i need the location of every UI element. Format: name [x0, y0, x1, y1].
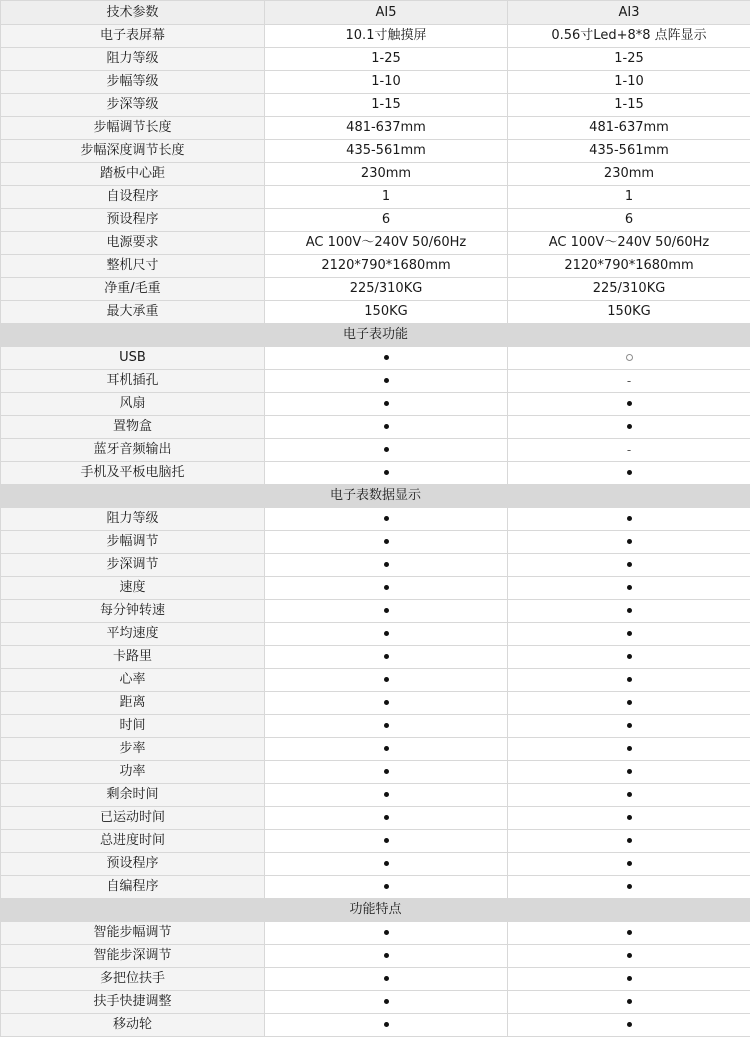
cell-ai5: [265, 393, 508, 416]
supported-dot-icon: [384, 746, 389, 751]
table-row: [1, 784, 750, 807]
supported-dot-icon: [627, 562, 632, 567]
supported-dot-icon: [384, 792, 389, 797]
table-row: [1, 853, 750, 876]
cell-ai5: [265, 600, 508, 623]
cell-ai3: [508, 623, 750, 646]
section-header-row: [1, 485, 750, 508]
table-row: [1, 117, 750, 140]
cell-ai5: [265, 554, 508, 577]
supported-dot-icon: [384, 861, 389, 866]
supported-dot-icon: [627, 1022, 632, 1027]
cell-ai5: [265, 807, 508, 830]
cell-ai5: [265, 508, 508, 531]
cell-ai5: [265, 439, 508, 462]
row-label: 预设程序: [1, 209, 265, 232]
supported-dot-icon: [384, 516, 389, 521]
supported-dot-icon: [627, 654, 632, 659]
cell-ai3: 481-637mm: [508, 117, 750, 140]
row-label: 踏板中心距: [1, 163, 265, 186]
cell-ai3: [508, 439, 750, 462]
table-row: [1, 692, 750, 715]
cell-ai3: [508, 1014, 750, 1037]
supported-dot-icon: [384, 447, 389, 452]
row-label: 耳机插孔: [1, 370, 265, 393]
supported-dot-icon: [384, 1022, 389, 1027]
table-row: [1, 347, 750, 370]
row-label: 速度: [1, 577, 265, 600]
row-label: 自编程序: [1, 876, 265, 899]
supported-dot-icon: [384, 470, 389, 475]
supported-dot-icon: [627, 999, 632, 1004]
cell-ai3: [508, 462, 750, 485]
cell-ai3: [508, 692, 750, 715]
table-row: [1, 301, 750, 324]
supported-dot-icon: [384, 723, 389, 728]
cell-ai3: 225/310KG: [508, 278, 750, 301]
row-label: 整机尺寸: [1, 255, 265, 278]
cell-ai3: [508, 416, 750, 439]
supported-dot-icon: [384, 401, 389, 406]
cell-ai5: 6: [265, 209, 508, 232]
row-label: 卡路里: [1, 646, 265, 669]
cell-ai3: [508, 761, 750, 784]
row-label: 多把位扶手: [1, 968, 265, 991]
table-row: [1, 738, 750, 761]
cell-ai5: [265, 623, 508, 646]
cell-ai5: [265, 347, 508, 370]
row-label: 最大承重: [1, 301, 265, 324]
table-row: [1, 968, 750, 991]
table-body: [1, 1, 750, 1037]
supported-dot-icon: [627, 815, 632, 820]
cell-ai5: 150KG: [265, 301, 508, 324]
supported-dot-icon: [627, 884, 632, 889]
table-row: [1, 761, 750, 784]
row-label: 置物盒: [1, 416, 265, 439]
cell-ai5: [265, 922, 508, 945]
cell-ai3: [508, 370, 750, 393]
table-row: [1, 646, 750, 669]
cell-ai5: 10.1寸触摸屏: [265, 25, 508, 48]
row-label: 总进度时间: [1, 830, 265, 853]
cell-ai3: [508, 853, 750, 876]
cell-ai3: [508, 738, 750, 761]
not-supported-dash-icon: -: [627, 444, 631, 456]
section-header-row: [1, 899, 750, 922]
cell-ai5: [265, 876, 508, 899]
table-row: [1, 140, 750, 163]
supported-dot-icon: [384, 355, 389, 360]
supported-dot-icon: [627, 723, 632, 728]
cell-ai3: 0.56寸Led+8*8 点阵显示: [508, 25, 750, 48]
table-row: [1, 209, 750, 232]
supported-dot-icon: [384, 884, 389, 889]
row-label: 平均速度: [1, 623, 265, 646]
table-row: [1, 876, 750, 899]
cell-ai3: [508, 531, 750, 554]
supported-dot-icon: [627, 470, 632, 475]
cell-ai3: [508, 991, 750, 1014]
cell-ai5: [265, 738, 508, 761]
row-label: 蓝牙音频输出: [1, 439, 265, 462]
supported-dot-icon: [384, 815, 389, 820]
row-label: 步幅等级: [1, 71, 265, 94]
row-label: 步幅深度调节长度: [1, 140, 265, 163]
table-row: [1, 186, 750, 209]
section-header-row: [1, 324, 750, 347]
cell-ai3: [508, 554, 750, 577]
cell-ai5: [265, 991, 508, 1014]
cell-ai5: [265, 830, 508, 853]
header-cell-ai5: AI5: [265, 1, 508, 25]
cell-ai3: [508, 876, 750, 899]
cell-ai5: [265, 531, 508, 554]
cell-ai5: 481-637mm: [265, 117, 508, 140]
supported-dot-icon: [627, 677, 632, 682]
cell-ai3: [508, 600, 750, 623]
table-row: [1, 508, 750, 531]
table-row: [1, 462, 750, 485]
table-row: [1, 393, 750, 416]
supported-dot-icon: [627, 516, 632, 521]
supported-dot-icon: [627, 769, 632, 774]
row-label: 步深等级: [1, 94, 265, 117]
supported-dot-icon: [627, 608, 632, 613]
cell-ai3: 435-561mm: [508, 140, 750, 163]
row-label: 时间: [1, 715, 265, 738]
table-row: [1, 439, 750, 462]
cell-ai5: [265, 945, 508, 968]
supported-dot-icon: [627, 792, 632, 797]
table-row: [1, 991, 750, 1014]
cell-ai5: 435-561mm: [265, 140, 508, 163]
cell-ai5: [265, 370, 508, 393]
row-label: 智能步幅调节: [1, 922, 265, 945]
cell-ai5: [265, 968, 508, 991]
row-label: 阻力等级: [1, 48, 265, 71]
cell-ai5: [265, 1014, 508, 1037]
cell-ai5: [265, 761, 508, 784]
table-row: [1, 922, 750, 945]
cell-ai3: [508, 715, 750, 738]
cell-ai5: [265, 669, 508, 692]
supported-dot-icon: [627, 861, 632, 866]
supported-dot-icon: [627, 424, 632, 429]
supported-dot-icon: [627, 539, 632, 544]
table-header-row: [1, 1, 750, 25]
cell-ai3: [508, 508, 750, 531]
supported-dot-icon: [627, 631, 632, 636]
row-label: 电源要求: [1, 232, 265, 255]
cell-ai3: 150KG: [508, 301, 750, 324]
supported-dot-icon: [384, 539, 389, 544]
supported-dot-icon: [384, 562, 389, 567]
cell-ai5: 1-25: [265, 48, 508, 71]
table-row: [1, 531, 750, 554]
optional-circle-icon: [626, 354, 633, 361]
supported-dot-icon: [384, 838, 389, 843]
row-label: 剩余时间: [1, 784, 265, 807]
cell-ai3: 1-15: [508, 94, 750, 117]
supported-dot-icon: [627, 838, 632, 843]
supported-dot-icon: [384, 953, 389, 958]
cell-ai3: [508, 968, 750, 991]
cell-ai3: [508, 807, 750, 830]
row-label: 功率: [1, 761, 265, 784]
cell-ai3: [508, 393, 750, 416]
supported-dot-icon: [384, 769, 389, 774]
table-row: [1, 370, 750, 393]
row-label: 智能步深调节: [1, 945, 265, 968]
cell-ai5: [265, 416, 508, 439]
cell-ai5: 230mm: [265, 163, 508, 186]
row-label: 心率: [1, 669, 265, 692]
cell-ai3: AC 100V～240V 50/60Hz: [508, 232, 750, 255]
cell-ai3: [508, 945, 750, 968]
supported-dot-icon: [627, 700, 632, 705]
row-label: 步率: [1, 738, 265, 761]
section-title: 功能特点: [1, 899, 750, 922]
section-title: 电子表数据显示: [1, 485, 750, 508]
supported-dot-icon: [384, 424, 389, 429]
table-row: [1, 278, 750, 301]
row-label: 电子表屏幕: [1, 25, 265, 48]
cell-ai5: [265, 692, 508, 715]
supported-dot-icon: [384, 700, 389, 705]
supported-dot-icon: [627, 401, 632, 406]
table-row: [1, 71, 750, 94]
supported-dot-icon: [627, 953, 632, 958]
table-row: [1, 1014, 750, 1037]
supported-dot-icon: [384, 378, 389, 383]
header-cell-label: 技术参数: [1, 1, 265, 25]
row-label: 已运动时间: [1, 807, 265, 830]
table-row: [1, 577, 750, 600]
cell-ai5: 1-10: [265, 71, 508, 94]
table-row: [1, 554, 750, 577]
cell-ai5: 1: [265, 186, 508, 209]
cell-ai3: 1-25: [508, 48, 750, 71]
cell-ai3: [508, 830, 750, 853]
supported-dot-icon: [384, 976, 389, 981]
cell-ai3: [508, 784, 750, 807]
row-label: 移动轮: [1, 1014, 265, 1037]
cell-ai3: [508, 646, 750, 669]
supported-dot-icon: [627, 746, 632, 751]
header-cell-ai3: AI3: [508, 1, 750, 25]
table-row: [1, 830, 750, 853]
row-label: USB: [1, 347, 265, 370]
cell-ai3: 230mm: [508, 163, 750, 186]
table-row: [1, 25, 750, 48]
cell-ai3: [508, 347, 750, 370]
supported-dot-icon: [384, 585, 389, 590]
cell-ai3: [508, 922, 750, 945]
table-row: [1, 669, 750, 692]
row-label: 预设程序: [1, 853, 265, 876]
cell-ai5: 2120*790*1680mm: [265, 255, 508, 278]
supported-dot-icon: [627, 585, 632, 590]
cell-ai5: AC 100V～240V 50/60Hz: [265, 232, 508, 255]
cell-ai5: 225/310KG: [265, 278, 508, 301]
cell-ai3: [508, 577, 750, 600]
cell-ai5: [265, 715, 508, 738]
row-label: 每分钟转速: [1, 600, 265, 623]
supported-dot-icon: [384, 999, 389, 1004]
table-row: [1, 232, 750, 255]
supported-dot-icon: [384, 631, 389, 636]
supported-dot-icon: [384, 654, 389, 659]
table-row: [1, 623, 750, 646]
cell-ai5: [265, 577, 508, 600]
supported-dot-icon: [627, 930, 632, 935]
row-label: 阻力等级: [1, 508, 265, 531]
table-row: [1, 48, 750, 71]
row-label: 步幅调节: [1, 531, 265, 554]
table-row: [1, 600, 750, 623]
not-supported-dash-icon: -: [627, 375, 631, 387]
row-label: 净重/毛重: [1, 278, 265, 301]
supported-dot-icon: [627, 976, 632, 981]
row-label: 步深调节: [1, 554, 265, 577]
cell-ai5: [265, 853, 508, 876]
row-label: 扶手快捷调整: [1, 991, 265, 1014]
table-row: [1, 807, 750, 830]
row-label: 距离: [1, 692, 265, 715]
cell-ai5: [265, 646, 508, 669]
cell-ai3: 2120*790*1680mm: [508, 255, 750, 278]
cell-ai3: 6: [508, 209, 750, 232]
row-label: 步幅调节长度: [1, 117, 265, 140]
table-row: [1, 416, 750, 439]
cell-ai5: 1-15: [265, 94, 508, 117]
section-title: 电子表功能: [1, 324, 750, 347]
cell-ai3: [508, 669, 750, 692]
table-row: [1, 163, 750, 186]
table-row: [1, 255, 750, 278]
table-row: [1, 945, 750, 968]
supported-dot-icon: [384, 677, 389, 682]
row-label: 手机及平板电脑托: [1, 462, 265, 485]
cell-ai3: 1-10: [508, 71, 750, 94]
table-row: [1, 715, 750, 738]
table-row: [1, 94, 750, 117]
cell-ai5: [265, 462, 508, 485]
cell-ai3: 1: [508, 186, 750, 209]
row-label: 自设程序: [1, 186, 265, 209]
cell-ai5: [265, 784, 508, 807]
supported-dot-icon: [384, 608, 389, 613]
row-label: 风扇: [1, 393, 265, 416]
supported-dot-icon: [384, 930, 389, 935]
